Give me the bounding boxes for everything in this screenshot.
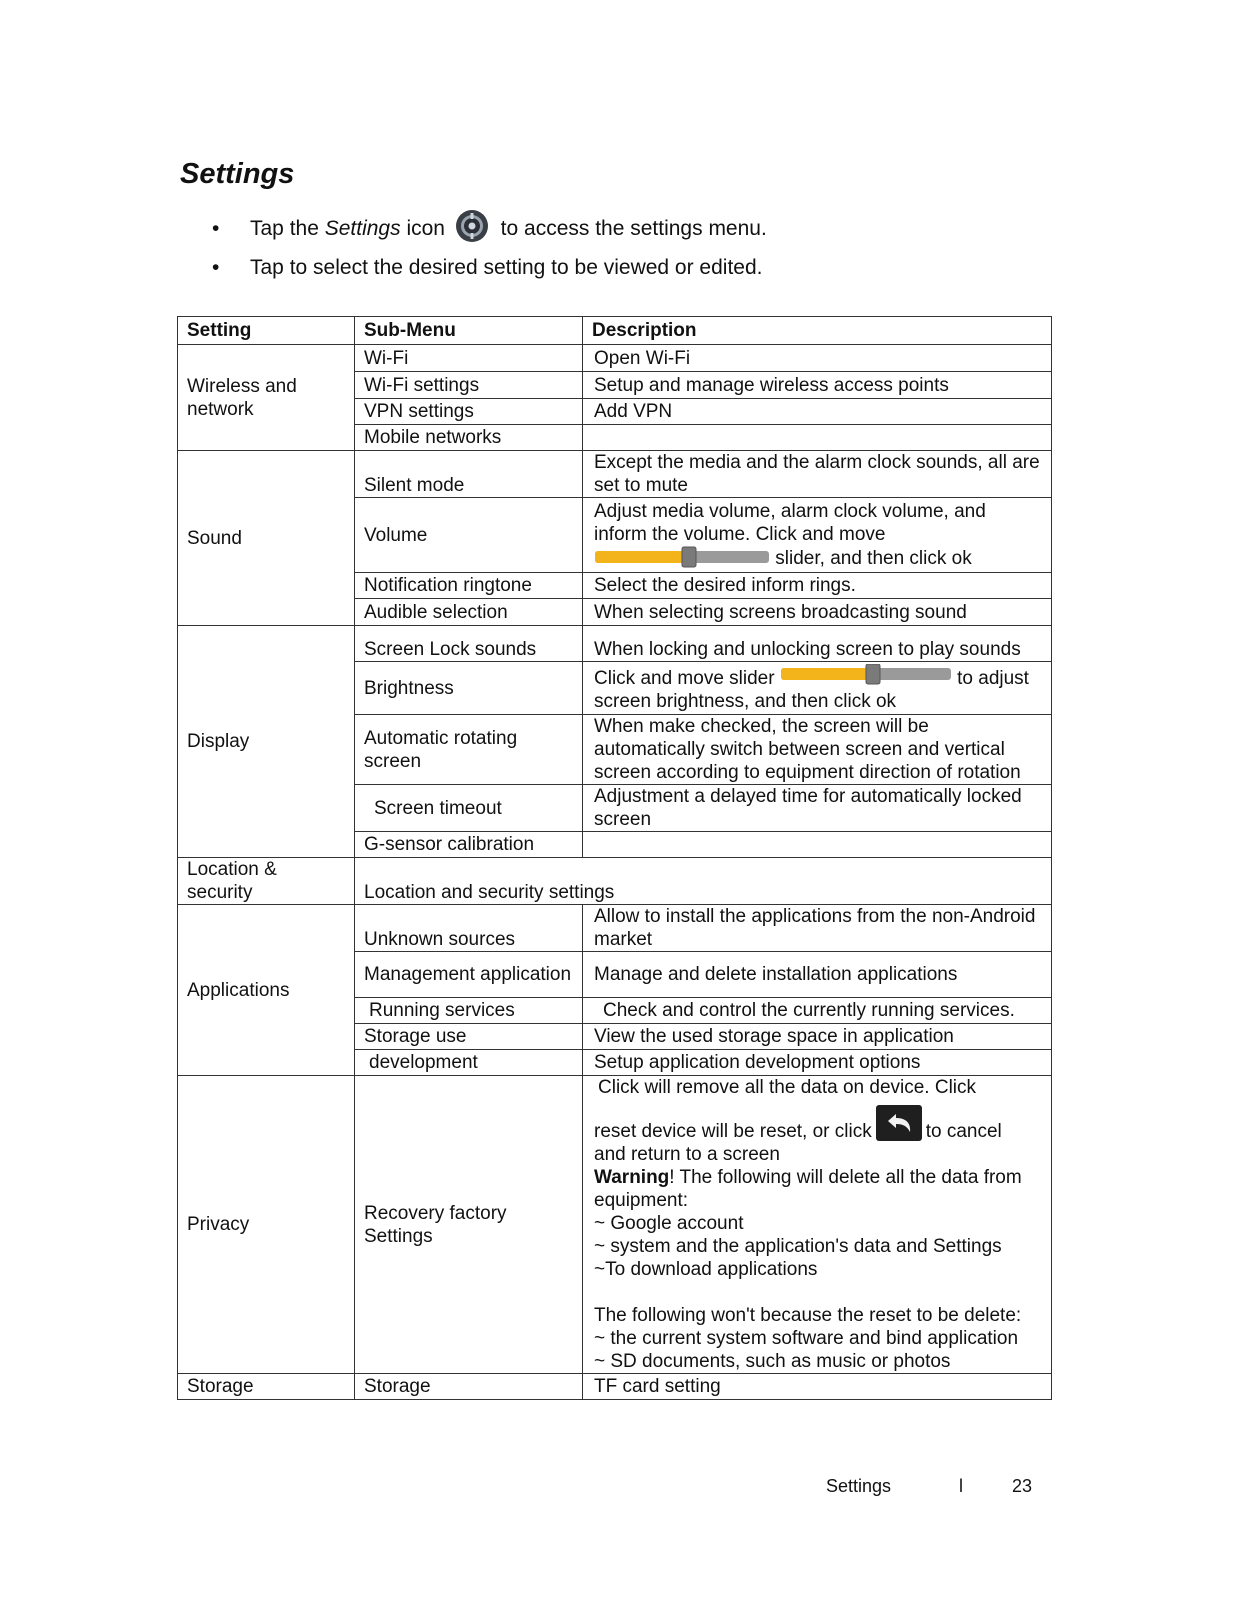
table-row [178, 1076, 1052, 1374]
warning-text: ! The following will delete all the data from equipment: [594, 1167, 1022, 1211]
submenu-cell: Storage use [355, 1024, 583, 1050]
settings-word: Settings [324, 217, 401, 240]
submenu-cell: Storage [355, 1374, 583, 1400]
table-row [178, 858, 1052, 905]
setting-cell: Sound [178, 451, 355, 626]
privacy-line: ~ SD documents, such as music or photos [594, 1351, 951, 1372]
submenu-cell: G-sensor calibration [355, 832, 583, 858]
warning-label: Warning [594, 1167, 670, 1188]
bullet-text: Tap to select the desired setting to be viewed or edited. [250, 256, 763, 279]
page-number: 23 [1012, 1476, 1033, 1496]
submenu-cell: Mobile networks [355, 425, 583, 451]
submenu-cell: Screen Lock sounds [355, 626, 583, 662]
volume-description: Adjust media volume, alarm clock volume, and inform the volume. Click and move [594, 501, 986, 545]
description-cell [583, 425, 1052, 451]
submenu-cell: Recovery factory Settings [355, 1076, 583, 1374]
setting-cell: Display [178, 626, 355, 858]
header-description: Description [583, 317, 1052, 345]
privacy-line [594, 1105, 1042, 1143]
submenu-cell: Notification ringtone [355, 573, 583, 599]
privacy-line: ~ system and the application's data and Settings [594, 1236, 1002, 1257]
privacy-line-part: reset device will be reset, or click [594, 1121, 872, 1142]
description-cell: Allow to install the applications from the non-Android market [583, 905, 1052, 952]
submenu-cell: Automatic rotating screen [355, 715, 583, 785]
submenu-cell: Audible selection [355, 599, 583, 626]
bullet-text [250, 209, 767, 248]
description-cell: Add VPN [583, 399, 1052, 425]
settings-gear-icon [455, 209, 489, 243]
bullet-item [212, 209, 767, 248]
description-cell: Check and control the currently running services. [583, 998, 1052, 1024]
description-cell: Adjustment a delayed time for automatically locked screen [583, 785, 1052, 832]
setting-cell: Storage [178, 1374, 355, 1400]
submenu-cell: Wi-Fi settings [355, 372, 583, 399]
privacy-line: ~To download applications [594, 1259, 818, 1280]
intro-bullets [212, 209, 767, 287]
bullet-text-part: to access the settings menu. [494, 217, 767, 240]
submenu-cell: Brightness [355, 662, 583, 715]
description-cell: TF card setting [583, 1374, 1052, 1400]
footer-separator: l [959, 1476, 963, 1496]
submenu-cell: Unknown sources [355, 905, 583, 952]
bullet-marker: • [212, 217, 220, 240]
submenu-cell: VPN settings [355, 399, 583, 425]
table-row [178, 451, 1052, 498]
submenu-cell: Volume [355, 498, 583, 573]
brightness-description-end: screen brightness, and then click ok [594, 690, 897, 712]
bullet-marker: • [212, 256, 220, 279]
description-cell: Open Wi-Fi [583, 345, 1052, 372]
description-cell: Manage and delete installation applications [583, 952, 1052, 998]
bullet-text-part: icon [400, 217, 451, 240]
privacy-line: The following won't because the reset to be delete: [594, 1305, 1022, 1326]
description-cell: Setup application development options [583, 1050, 1052, 1076]
submenu-cell: Running services [355, 998, 583, 1024]
brightness-description-mid: to adjust [957, 667, 1029, 689]
table-row [178, 345, 1052, 372]
submenu-cell: Management application [355, 952, 583, 998]
header-submenu: Sub-Menu [355, 317, 583, 345]
description-cell: When make checked, the screen will be automatically switch between screen and vertical screen according to equipment direction of rotation [583, 715, 1052, 785]
bullet-text-part: Tap the [250, 217, 325, 240]
setting-cell: Wireless and network [178, 345, 355, 451]
submenu-cell: development [355, 1050, 583, 1076]
description-cell: Except the media and the alarm clock sounds, all are set to mute [583, 451, 1052, 498]
page-title: Settings [180, 158, 295, 190]
description-cell [583, 1076, 1052, 1374]
privacy-line: Click will remove all the data on device. Click [598, 1077, 977, 1098]
description-cell [583, 662, 1052, 715]
setting-cell: Applications [178, 905, 355, 1076]
yellow-slider-icon [594, 546, 770, 568]
privacy-line: ~ Google account [594, 1213, 744, 1234]
setting-cell: Location & security [178, 858, 355, 905]
brightness-description: Click and move slider [594, 667, 775, 689]
back-arrow-icon [876, 1105, 922, 1141]
description-cell: When locking and unlocking screen to play sounds [583, 626, 1052, 662]
submenu-cell: Location and security settings [355, 858, 1052, 905]
footer-section: Settings [826, 1476, 892, 1496]
settings-table [177, 316, 1052, 1400]
table-row [178, 626, 1052, 662]
setting-cell: Privacy [178, 1076, 355, 1374]
privacy-line-part: to cancel [925, 1121, 1002, 1142]
table-row [178, 1374, 1052, 1400]
description-cell: Select the desired inform rings. [583, 573, 1052, 599]
submenu-cell: Screen timeout [355, 785, 583, 832]
description-cell [583, 832, 1052, 858]
description-cell: Setup and manage wireless access points [583, 372, 1052, 399]
yellow-slider-icon [780, 664, 952, 686]
description-cell: When selecting screens broadcasting sound [583, 599, 1052, 626]
submenu-cell: Silent mode [355, 451, 583, 498]
volume-description-end: slider, and then click ok [775, 548, 972, 569]
description-cell: View the used storage space in application [583, 1024, 1052, 1050]
header-setting: Setting [178, 317, 355, 345]
privacy-line: ~ the current system software and bind application [594, 1328, 1019, 1349]
table-header-row [178, 317, 1052, 345]
privacy-line: and return to a screen [594, 1144, 780, 1165]
bullet-item [212, 248, 767, 287]
table-row [178, 905, 1052, 952]
privacy-line [594, 1166, 1042, 1212]
submenu-cell: Wi-Fi [355, 345, 583, 372]
description-cell [583, 498, 1052, 573]
